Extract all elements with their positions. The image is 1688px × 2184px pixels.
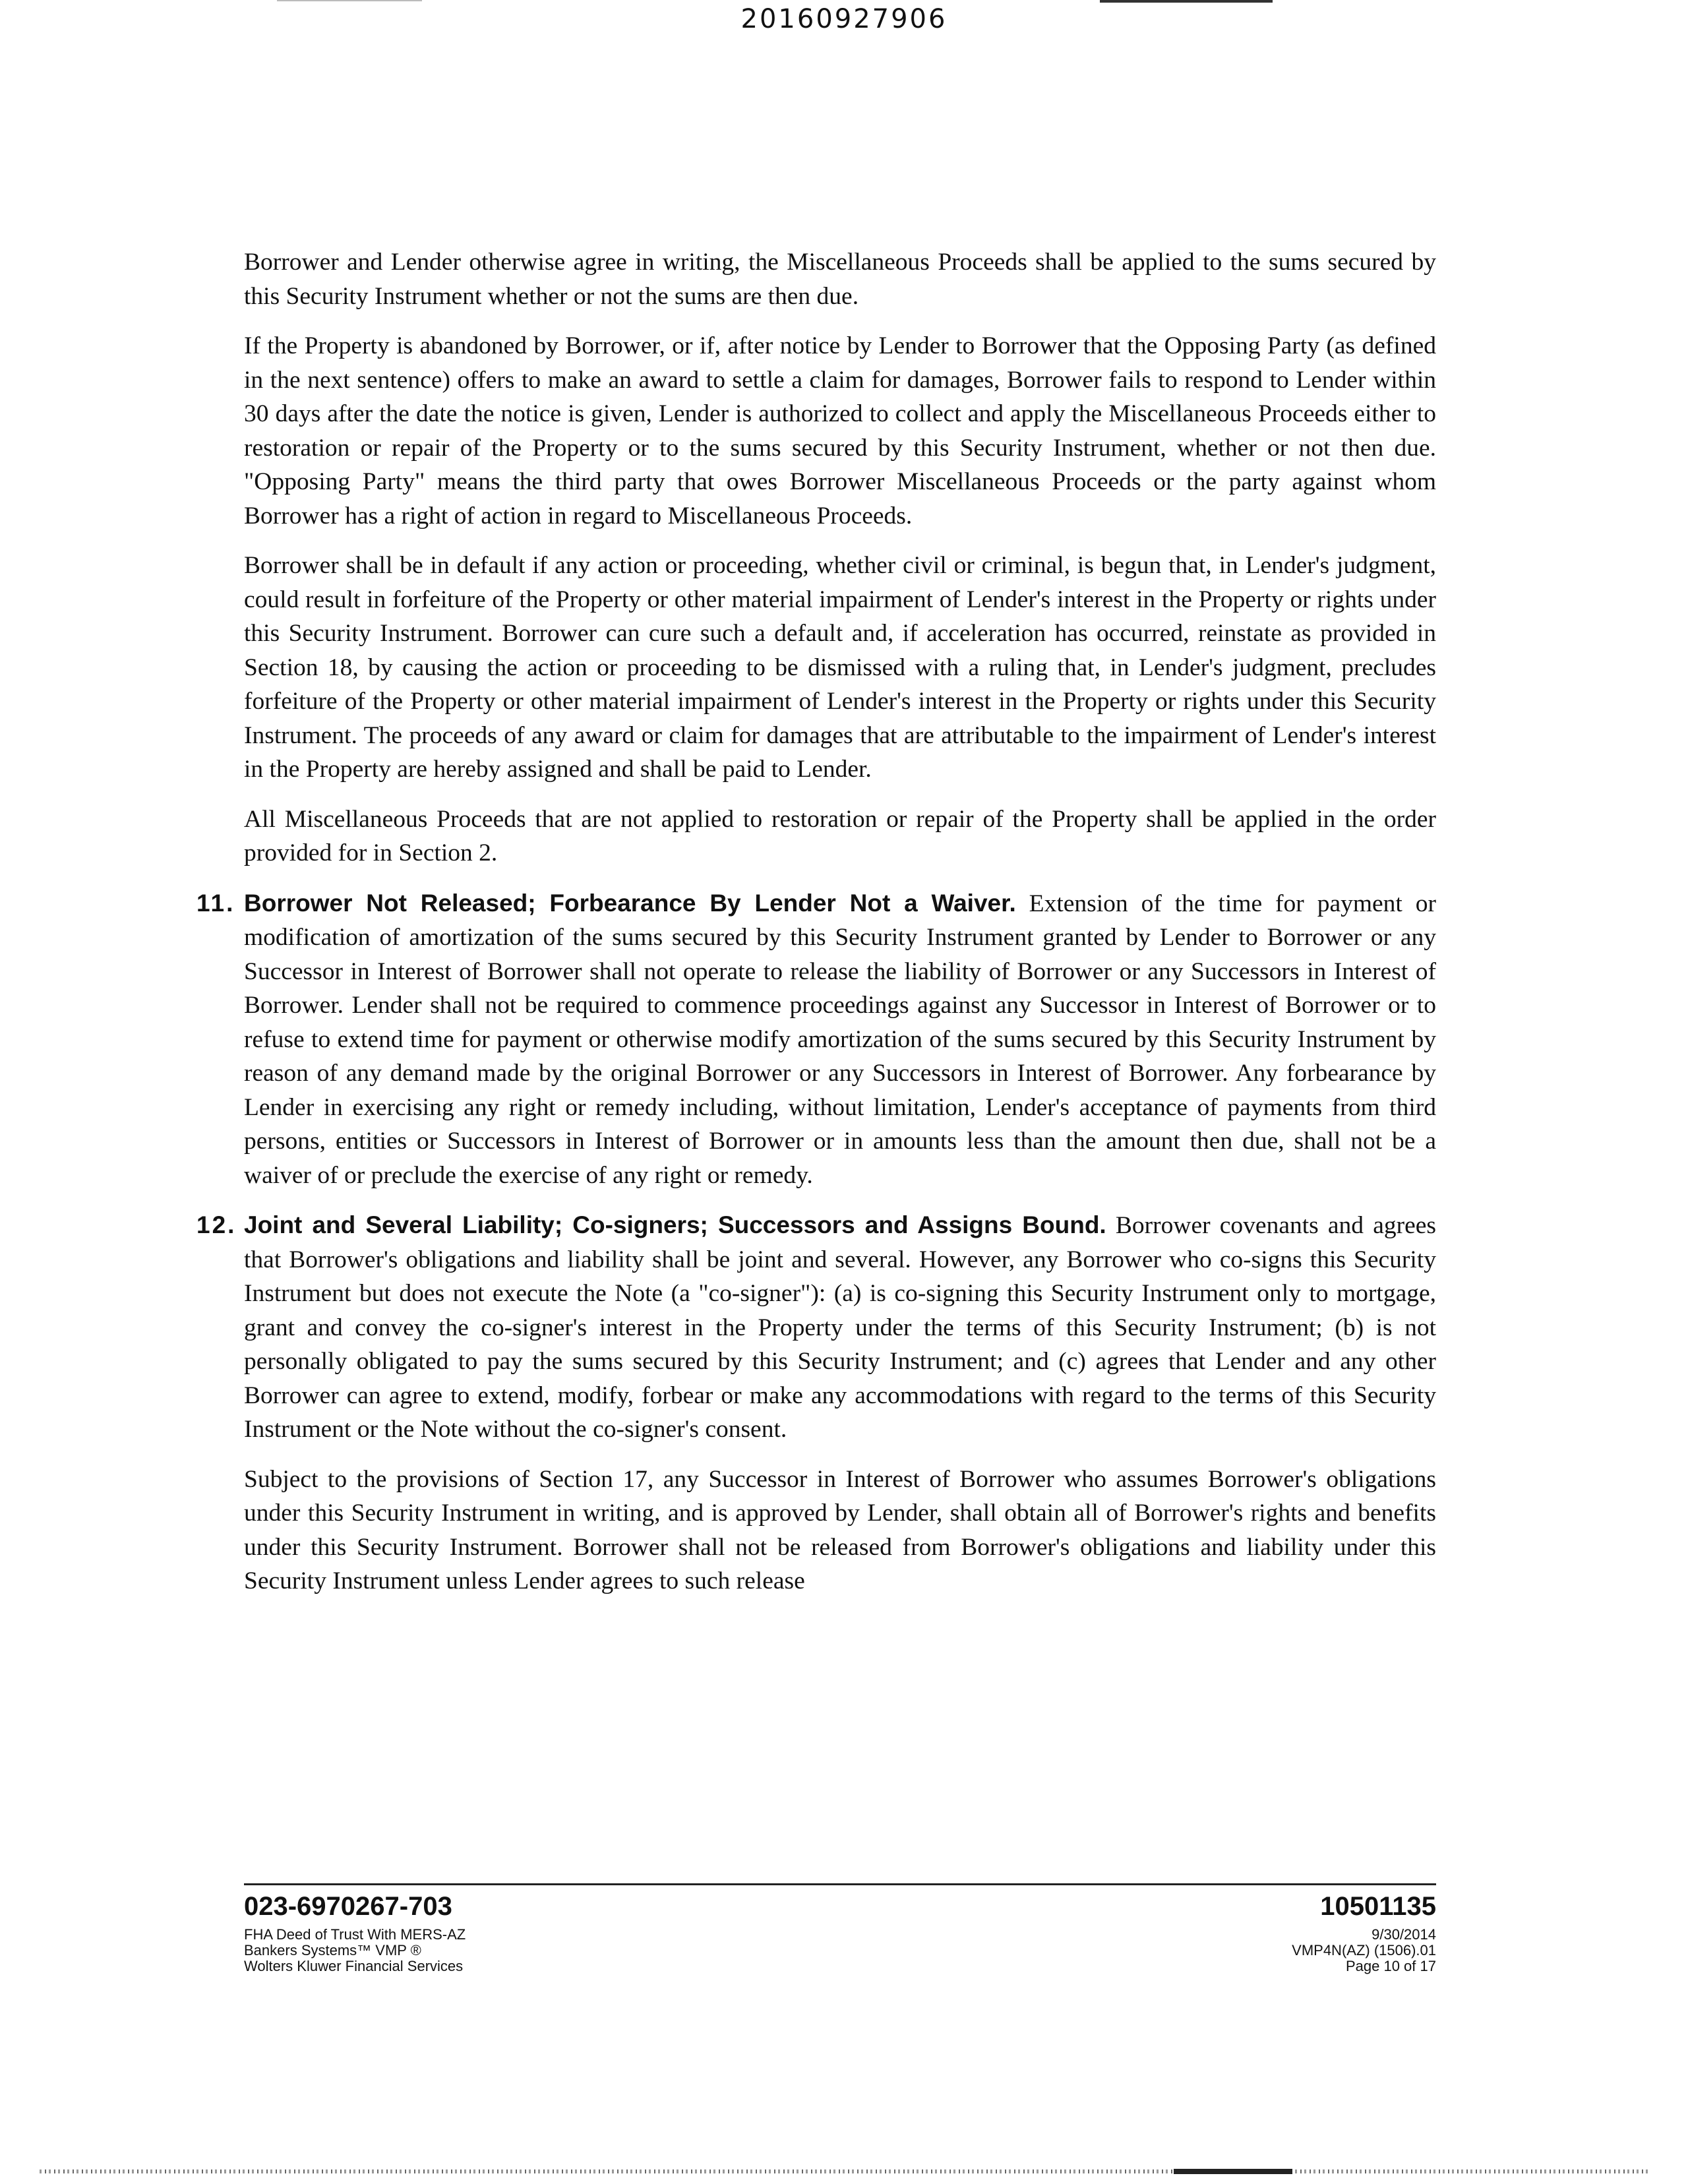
paragraph: If the Property is abandoned by Borrower, or if, after notice by Lender to Borrower that the Opposing Party (as defined in the next sentence) offers to make an award to settle a claim for damages, Borrower fails to respond to Lender within 30 days after the date the notice is given, Lender is authorized to collect and apply the Miscellaneous Proceeds either to restoration or repair of the Property or to the sums secured by this Security Instrument, whether or not then due. "Opposing Party" means the third party that owes Borrower Miscellaneous Proceeds or the party against whom Borrower has a right of action in regard to Miscellaneous Proceeds. (244, 332, 1436, 530)
section-text: Extension of the time for payment or modification of amortization of the sums secured by this Security Instrument granted by Lender to Borrower or any Successor in Interest of Borrower shall not operate to release the liability of Borrower or any Successors in Interest of Borrower. Lender shall not be required to commence proceedings against any Successor in Interest of Borrower or to refuse to extend time for payment or otherwise modify amortization of the sums secured by this Security Instrument by reason of any demand made by the original Borrower or any Successors in Interest of Borrower. Any forbearance by Lender in exercising any right or remedy including, without limitation, Lender's acceptance of payments from third persons, entities or Successors in Interest of Borrower or in amounts less than the amount then due, shall not be a waiver of or preclude the exercise of any right or remedy. (244, 890, 1436, 1189)
page-footer (244, 1883, 1436, 1974)
scan-mark (1100, 0, 1273, 3)
scan-artifact (40, 2169, 1648, 2173)
paragraph: Subject to the provisions of Section 17, any Successor in Interest of Borrower who assumes Borrower's obligations under this Security Instrument in writing, and is approved by Lender, shall obtain all of Borrower's rights and benefits under this Security Instrument. Borrower shall not be released from Borrower's obligations and liability under this Security Instrument unless Lender agrees to such release (244, 1465, 1436, 1594)
scan-artifact (1174, 2169, 1292, 2174)
paragraph: Borrower and Lender otherwise agree in writing, the Miscellaneous Proceeds shall be applied to the sums secured by this Security Instrument whether or not the sums are then due. (244, 249, 1436, 310)
form-vendor: Wolters Kluwer Financial Services (244, 1958, 464, 1974)
section-text: Borrower covenants and agrees that Borrower's obligations and liability shall be joint and several. However, any Borrower who co-signs this Security Instrument but does not execute the Note (a "co-signer"): (a) is co-signing this Security Instrument only to mortgage, grant and convey the co-signer's interest in the Property under the terms of this Security Instrument; (b) is not personally obligated to pay the sums secured by this Security Instrument; and (c) agrees that Lender and any other Borrower can agree to extend, modify, forbear or make any accommodations with regard to the terms of this Security Instrument or the Note without the co-signer's consent. (244, 1212, 1437, 1443)
recording-number: 20160927906 (740, 4, 948, 34)
section-title: Borrower Not Released; Forbearance By Lender Not a Waiver. (244, 889, 1016, 917)
mers-number: 10501135 (1320, 1892, 1436, 1921)
section-number: 12. (196, 1211, 237, 1238)
paragraph: All Miscellaneous Proceeds that are not applied to restoration or repair of the Property shall be applied in the order provided for in Section 2. (244, 805, 1436, 866)
paragraph: Borrower shall be in default if any action or proceeding, whether civil or criminal, is begun that, in Lender's judgment, could result in forfeiture of the Property or other material impairment of Lender's interest in the Property or rights under this Security Instrument. Borrower can cure such a default and, if acceleration has occurred, reinstate as provided in Section 18, by causing the action or proceeding to be dismissed with a ruling that, in Lender's judgment, precludes forfeiture of the Property or other material impairment of Lender's interest in the Property or rights under this Security Instrument. The proceeds of any award or claim for damages that are attributable to the impairment of Lender's interest in the Property are hereby assigned and shall be paid to Lender. (244, 552, 1436, 783)
form-publisher: Bankers Systems™ VMP ® (244, 1942, 421, 1958)
page-number: Page 10 of 17 (1345, 1958, 1436, 1974)
document-body (196, 245, 1437, 1614)
section-11 (196, 886, 1436, 1193)
scan-mark (277, 0, 422, 1)
section-number: 11. (196, 889, 235, 917)
form-date: 9/30/2014 (1372, 1926, 1436, 1943)
footer-divider (244, 1883, 1436, 1885)
section-12 (196, 1208, 1437, 1447)
loan-number: 023-6970267-703 (244, 1892, 452, 1921)
section-title: Joint and Several Liability; Co-signers; Successors and Assigns Bound. (244, 1211, 1106, 1238)
form-name: FHA Deed of Trust With MERS-AZ (244, 1926, 466, 1943)
form-code: VMP4N(AZ) (1506).01 (1292, 1942, 1436, 1958)
